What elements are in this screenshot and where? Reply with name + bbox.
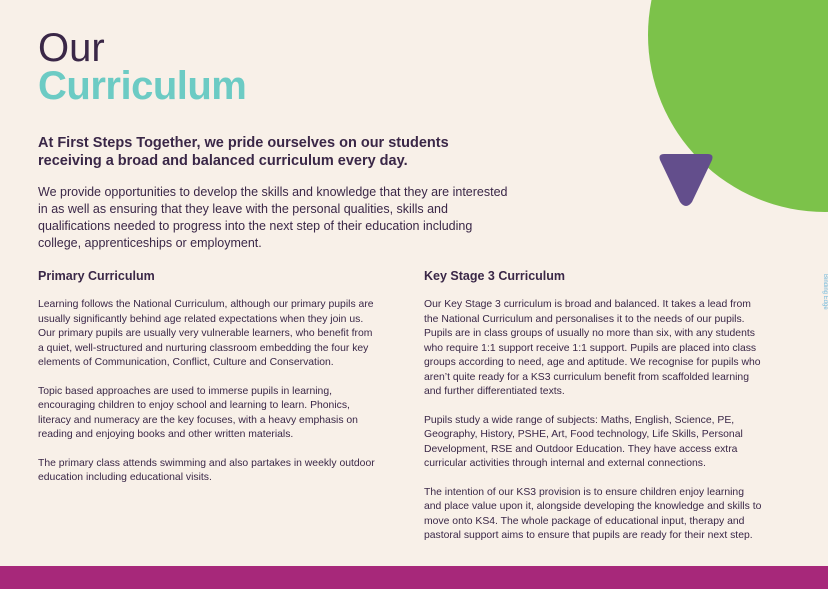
decorative-triangle-shape bbox=[656, 152, 716, 208]
ks3-curriculum-section bbox=[424, 268, 764, 558]
primary-paragraph-3: The primary class attends swimming and also partakes in weekly outdoor education including educational visits. bbox=[38, 457, 375, 483]
ks3-curriculum-heading: Key Stage 3 Curriculum bbox=[424, 269, 566, 283]
primary-curriculum-section bbox=[38, 268, 378, 500]
ks3-paragraph-3: The intention of our KS3 provision is to ensure children enjoy learning and place value upon it, alongside developing the knowledge and skills to move onto KS4. The whole package of educational input, therapy and pastoral support aims to ensure that pupils are ready for their next step. bbox=[424, 486, 762, 541]
page-title-line2: Curriculum bbox=[38, 64, 247, 108]
footer-color-band bbox=[0, 566, 828, 589]
intro-body-paragraph: We provide opportunities to develop the skills and knowledge that they are interested in as well as ensuring that they leave with the personal qualities, skills and qualifications needed to progress into the next step of their education including college, apprenticeships or employment. bbox=[38, 185, 508, 250]
primary-paragraph-2: Topic based approaches are used to immerse pupils in learning, encouraging children to enjoy school and learning to learn. Phonics, literacy and numeracy are the key focuses, with a heavy emphasis on reading and enjoying books and other written materials. bbox=[38, 385, 358, 440]
primary-paragraph-1: Learning follows the National Curriculum, although our primary pupils are usually significantly behind age related expectations when they join us. Our primary pupils are usually very vulnerable learners, who benefit from a quiet, well-structured and nurturing classroom embedding the four key elements of Communication, Conflict, Culture and Conservation. bbox=[38, 299, 374, 368]
primary-curriculum-heading: Primary Curriculum bbox=[38, 269, 155, 283]
binding-edge-label: Binding Edge bbox=[822, 274, 828, 310]
intro-lead-paragraph: At First Steps Together, we pride ourselves on our students receiving a broad and balanced curriculum every day. bbox=[38, 135, 449, 169]
ks3-paragraph-1: Our Key Stage 3 curriculum is broad and balanced. It takes a lead from the National Curriculum and personalises it to the needs of our pupils. Pupils are in class groups of usually no more than six, with any students who require 1:1 support receive 1:1 support. Pupils are placed into class groups according to need, age and aptitude. We recognise for pupils who aren’t quite ready for a KS3 curriculum benefit from scaffolded learning and further differentiated texts. bbox=[424, 299, 761, 397]
ks3-paragraph-2: Pupils study a wide range of subjects: Maths, English, Science, PE, Geography, History, PSHE, Art, Food technology, Life Skills, Personal Development, RSE and Outdoor Education. They have access extra curricular activities through internal and external connections. bbox=[424, 414, 743, 469]
page-title-line1: Our bbox=[38, 26, 105, 70]
